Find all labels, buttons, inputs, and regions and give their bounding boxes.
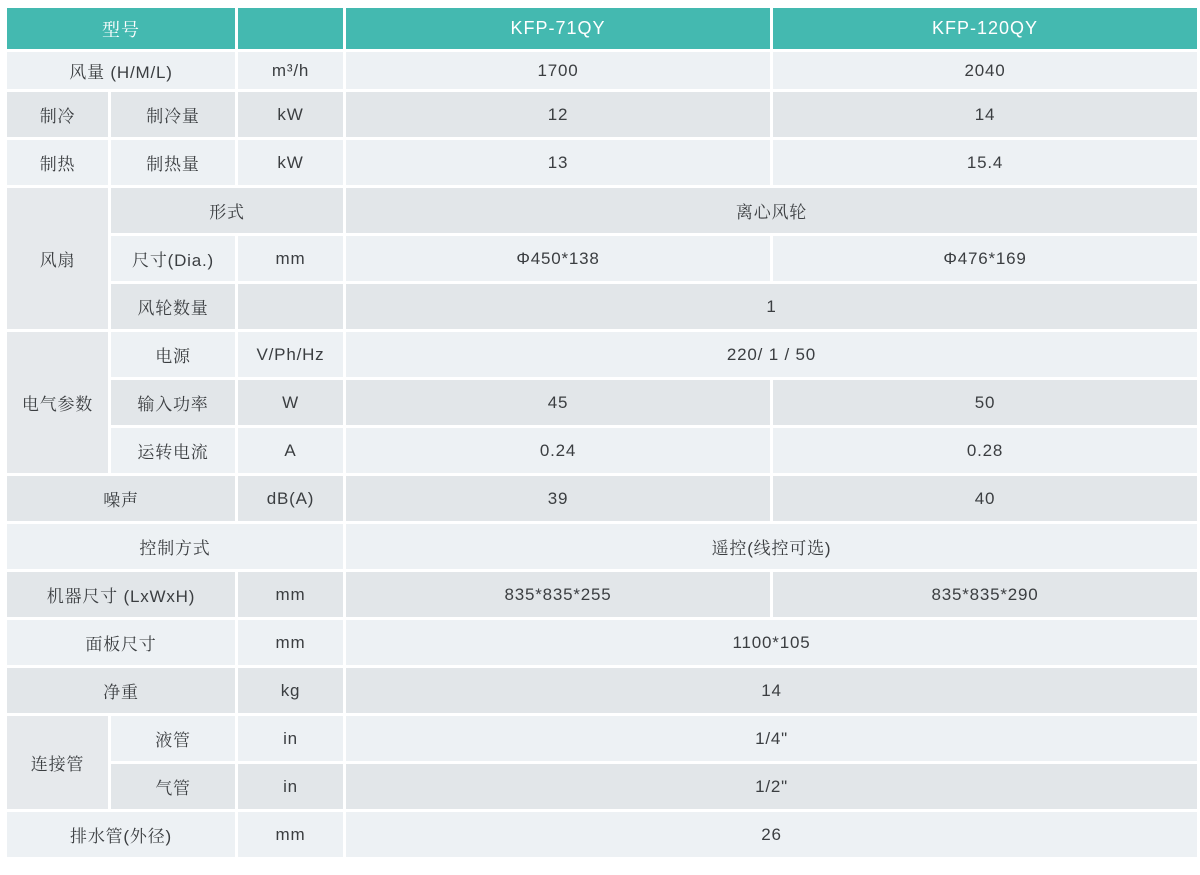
unit-size-value-kfp120: 835*835*290	[773, 572, 1197, 617]
noise-label: 噪声	[7, 476, 235, 521]
control-value: 遥控(线控可选)	[346, 524, 1197, 569]
row-airflow	[7, 52, 1197, 89]
row-fan-count	[7, 284, 1197, 329]
row-running-current	[7, 428, 1197, 473]
unit-size-value-kfp71: 835*835*255	[346, 572, 770, 617]
panel-size-label: 面板尺寸	[7, 620, 235, 665]
header-model-kfp71: KFP-71QY	[346, 8, 770, 49]
fan-size-unit: mm	[238, 236, 343, 281]
noise-unit: dB(A)	[238, 476, 343, 521]
net-weight-label: 净重	[7, 668, 235, 713]
heating-unit: kW	[238, 140, 343, 185]
row-panel-size	[7, 620, 1197, 665]
row-drain	[7, 812, 1197, 857]
heating-group-label: 制热	[7, 140, 108, 185]
row-cooling	[7, 92, 1197, 137]
panel-size-unit: mm	[238, 620, 343, 665]
running-current-unit: A	[238, 428, 343, 473]
net-weight-value: 14	[346, 668, 1197, 713]
liquid-pipe-value: 1/4"	[346, 716, 1197, 761]
cooling-label: 制冷量	[111, 92, 235, 137]
row-net-weight	[7, 668, 1197, 713]
row-input-power	[7, 380, 1197, 425]
drain-label: 排水管(外径)	[7, 812, 235, 857]
row-unit-size	[7, 572, 1197, 617]
noise-value-kfp120: 40	[773, 476, 1197, 521]
fan-group-label: 风扇	[7, 188, 108, 329]
liquid-pipe-unit: in	[238, 716, 343, 761]
heating-value-kfp71: 13	[346, 140, 770, 185]
heating-label: 制热量	[111, 140, 235, 185]
airflow-label: 风量 (H/M/L)	[7, 52, 235, 89]
noise-value-kfp71: 39	[346, 476, 770, 521]
panel-size-value: 1100*105	[346, 620, 1197, 665]
drain-unit: mm	[238, 812, 343, 857]
drain-value: 26	[346, 812, 1197, 857]
row-noise	[7, 476, 1197, 521]
liquid-pipe-label: 液管	[111, 716, 235, 761]
fan-size-label: 尺寸(Dia.)	[111, 236, 235, 281]
piping-group-label: 连接管	[7, 716, 108, 809]
fan-type-label: 形式	[111, 188, 343, 233]
fan-size-value-kfp120: Φ476*169	[773, 236, 1197, 281]
gas-pipe-unit: in	[238, 764, 343, 809]
running-current-value-kfp71: 0.24	[346, 428, 770, 473]
table-header-row	[7, 8, 1197, 49]
row-fan-type	[7, 188, 1197, 233]
input-power-value-kfp120: 50	[773, 380, 1197, 425]
net-weight-unit: kg	[238, 668, 343, 713]
header-model-label: 型号	[7, 8, 235, 49]
unit-size-unit: mm	[238, 572, 343, 617]
running-current-value-kfp120: 0.28	[773, 428, 1197, 473]
row-fan-size	[7, 236, 1197, 281]
fan-type-value: 离心风轮	[346, 188, 1197, 233]
row-control	[7, 524, 1197, 569]
heating-value-kfp120: 15.4	[773, 140, 1197, 185]
fan-count-label: 风轮数量	[111, 284, 235, 329]
unit-size-label: 机器尺寸 (LxWxH)	[7, 572, 235, 617]
spec-table	[4, 5, 1200, 860]
row-heating	[7, 140, 1197, 185]
row-power-supply	[7, 332, 1197, 377]
power-supply-label: 电源	[111, 332, 235, 377]
airflow-unit: m³/h	[238, 52, 343, 89]
gas-pipe-label: 气管	[111, 764, 235, 809]
gas-pipe-value: 1/2"	[346, 764, 1197, 809]
header-model-kfp120: KFP-120QY	[773, 8, 1197, 49]
fan-count-value: 1	[346, 284, 1197, 329]
cooling-value-kfp71: 12	[346, 92, 770, 137]
input-power-value-kfp71: 45	[346, 380, 770, 425]
control-label: 控制方式	[7, 524, 343, 569]
fan-count-unit-cell	[238, 284, 343, 329]
cooling-value-kfp120: 14	[773, 92, 1197, 137]
airflow-value-kfp71: 1700	[346, 52, 770, 89]
cooling-group-label: 制冷	[7, 92, 108, 137]
power-supply-value: 220/ 1 / 50	[346, 332, 1197, 377]
electrical-group-label: 电气参数	[7, 332, 108, 473]
header-unit-cell	[238, 8, 343, 49]
airflow-value-kfp120: 2040	[773, 52, 1197, 89]
fan-size-value-kfp71: Φ450*138	[346, 236, 770, 281]
input-power-label: 输入功率	[111, 380, 235, 425]
input-power-unit: W	[238, 380, 343, 425]
row-gas-pipe	[7, 764, 1197, 809]
row-liquid-pipe	[7, 716, 1197, 761]
running-current-label: 运转电流	[111, 428, 235, 473]
power-supply-unit: V/Ph/Hz	[238, 332, 343, 377]
cooling-unit: kW	[238, 92, 343, 137]
